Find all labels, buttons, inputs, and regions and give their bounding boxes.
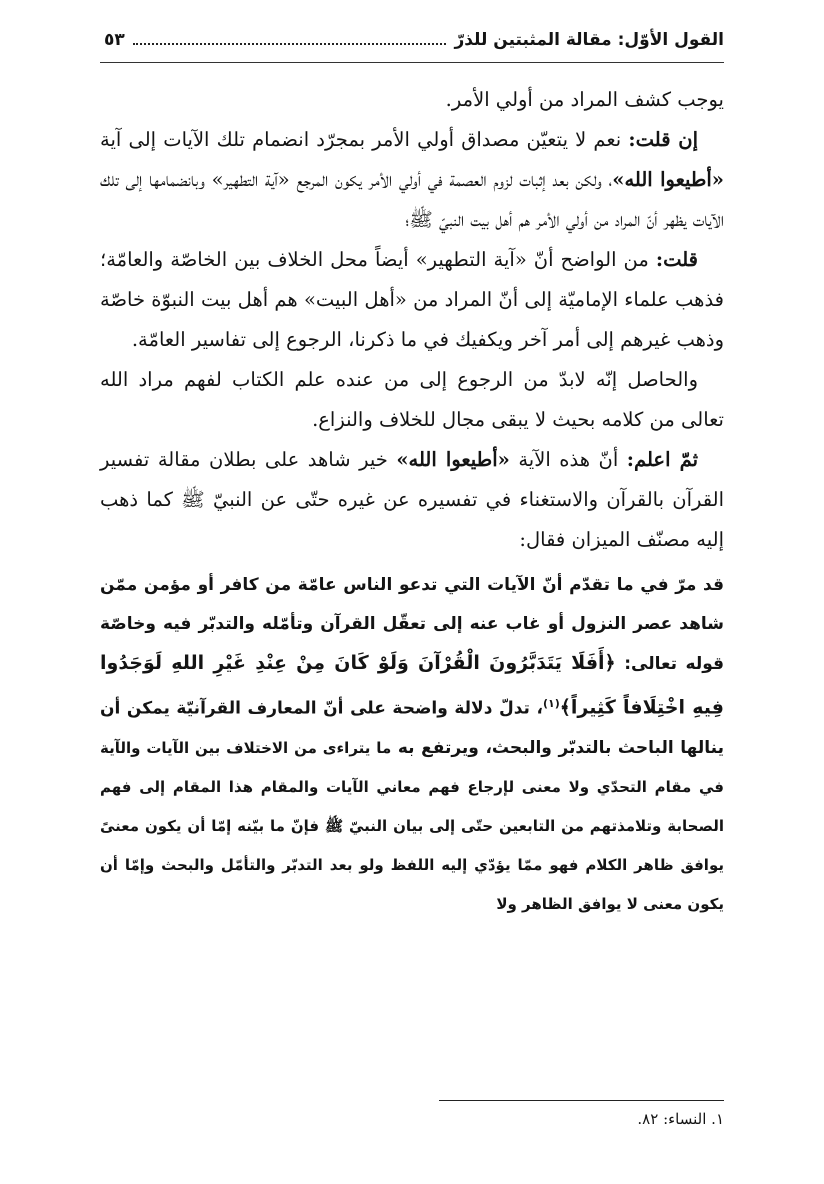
p5-text-b: خير شاهد على بطلان مقالة تفسير القرآن بالقرآن والاستغناء في تفسيره عن غيره حتّى عن النبيّ ﷺ كما ذهب إليه مصنّف الميزان فقال: <box>100 448 724 551</box>
paragraph-3 <box>100 240 724 360</box>
block-quote <box>100 566 724 924</box>
p5-verse-ref: «أطيعوا الله» <box>396 448 510 471</box>
paragraph-5 <box>100 440 724 560</box>
p5-text-a: أنّ هذه الآية <box>509 448 627 471</box>
quran-verse: ﴿أَفَلَا يَتَدَبَّرُونَ الْقُرْآنَ وَلَوْ كَانَ مِنْ عِنْدِ غَيْرِ اللهِ لَوَجَدُوا فِيهِ اخْتِلَافاً كَثِيراً﴾ <box>100 652 724 719</box>
footnote: ١. النساء: ٨٢. <box>637 1110 724 1128</box>
p2-text-b: ، ولكن بعد إثبات لزوم العصمة في أولي الأمر يكون المرجع «آية التطهير» وبانضمامها إلى تلك الآيات يظهر أنّ المراد من أولي الأمر هم أهل بيت النبيّ ﷺ؛ <box>100 168 724 231</box>
p2-verse-ref: «أطيعوا الله» <box>612 168 724 191</box>
header-rule <box>100 62 724 63</box>
paragraph-1 <box>100 80 724 120</box>
p2-text-a: نعم لا يتعيّن مصداق أولي الأمر بمجرّد انضمام تلك الآيات إلى آية <box>100 128 629 151</box>
quote-text-b: ، تدلّ دلالة واضحة على أنّ المعارف القرآنيّة يمكن أن ينالها الباحث بالتدبّر والبحث، ويرتفع به <box>100 698 724 758</box>
p4-text: والحاصل إنّه لابدّ من الرجوع إلى من عنده علم الكتاب لفهم مراد الله تعالى من كلامه بحيث لا يبقى مجال للخلاف والنزاع. <box>100 368 724 431</box>
main-text <box>100 80 724 924</box>
footnote-marker: (١) <box>542 697 560 710</box>
quote-text-small: ما يتراءى من الاختلاف بين الآيات والآية في مقام التحدّي ولا معنى لإرجاع فهم معاني الآيات والمقام هذا المقام إلى فهم الصحابة وتلامذتهم من التابعين حتّى إلى بيان النبيّ ﷺ فإنّ ما بيّنه إمّا أن يكون معنىً يوافق ظاهر الكلام فهو ممّا يؤدّي إليه اللفظ ولو بعد التدبّر والتأمّل والبحث وإمّا أن يكون معنى لا يوافق الظاهر ولا <box>100 738 724 913</box>
footnote-rule <box>439 1100 724 1101</box>
p1-text: يوجب كشف المراد من أولي الأمر. <box>445 88 724 111</box>
page-number: ٥٣ <box>104 30 125 50</box>
p5-lead: ثمّ اعلم: <box>626 448 698 471</box>
chapter-title: القول الأوّل: مقالة المثبتين للذرّ <box>454 30 724 50</box>
paragraph-4 <box>100 360 724 440</box>
p2-lead: إن قلت: <box>628 128 698 151</box>
p3-lead: قلت: <box>655 248 698 271</box>
dot-leader <box>133 33 447 45</box>
p3-text: من الواضح أنّ «آية التطهير» أيضاً محل الخلاف بين الخاصّة والعامّة؛ فذهب علماء الإماميّة إلى أنّ المراد من «أهل البيت» هم أهل بيت النبوّة خاصّة وذهب غيرهم إلى أمر آخر ويكفيك في ما ذكرنا، الرجوع إلى تفاسير العامّة. <box>100 248 724 351</box>
quote-text-a: قد مرّ في ما تقدّم أنّ الآيات التي تدعو الناس عامّة من كافر أو مؤمن ممّن شاهد عصر النزول أو غاب عنه إلى تعقّل القرآن وتأمّله والتدبّر فيه وخاصّة قوله تعالى: <box>100 575 725 674</box>
running-header <box>104 30 724 60</box>
paragraph-2 <box>100 120 724 240</box>
